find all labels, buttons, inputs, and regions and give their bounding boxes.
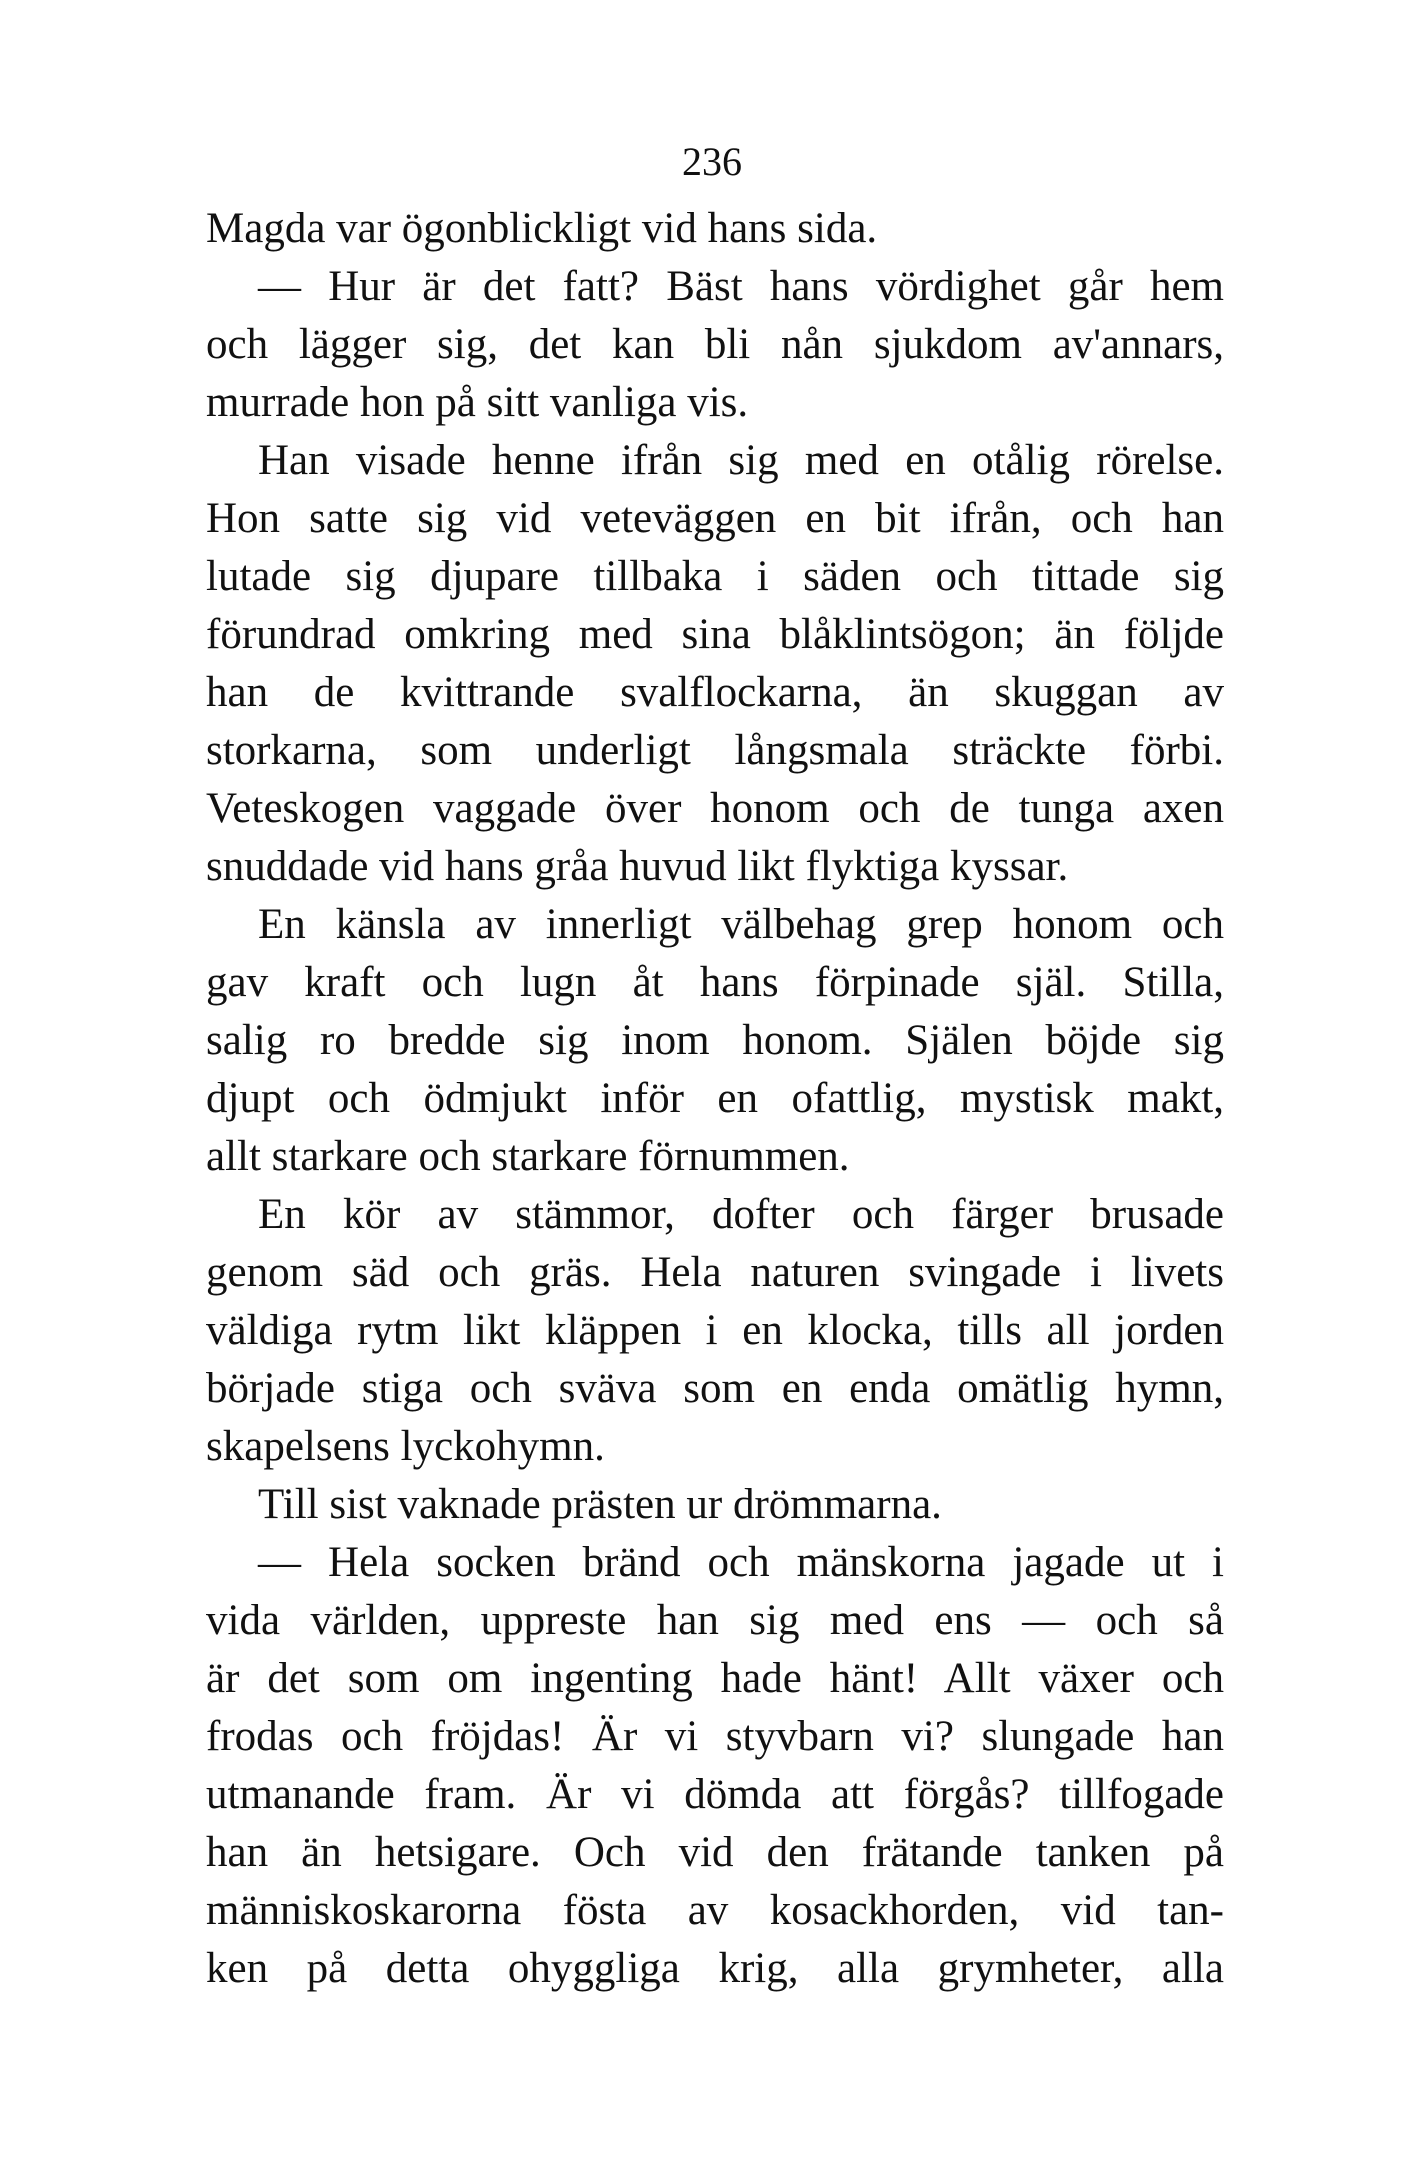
text-line: Till sist vaknade prästen ur drömmarna. [258, 1481, 942, 1528]
text-line: Magda var ögonblickligt vid hans sida. [206, 205, 878, 252]
text-line: vida världen, uppreste han sig med ens — och så [206, 1597, 1224, 1644]
text-line: — Hela socken bränd och mänskorna jagade ut i [258, 1539, 1224, 1586]
text-line: började stiga och sväva som en enda omätlig hymn, [206, 1365, 1224, 1412]
text-line: ken på detta ohyggliga krig, alla grymheter, alla [206, 1945, 1224, 1992]
text-line: genom säd och gräs. Hela naturen svingade i livets [206, 1249, 1224, 1296]
text-line: Hon satte sig vid veteväggen en bit ifrån, och han [206, 495, 1224, 542]
text-line: är det som om ingenting hade hänt! Allt växer och [206, 1655, 1224, 1702]
text-line: Han visade henne ifrån sig med en otålig rörelse. [258, 437, 1224, 484]
text-line: han än hetsigare. Och vid den frätande tanken på [206, 1829, 1224, 1876]
text-line: djupt och ödmjukt inför en ofattlig, mystisk makt, [206, 1075, 1224, 1122]
text-line: väldiga rytm likt kläppen i en klocka, tills all jorden [206, 1307, 1224, 1354]
text-line: människoskarorna fösta av kosackhorden, vid tan- [206, 1887, 1224, 1934]
text-line: Veteskogen vaggade över honom och de tunga axen [206, 785, 1224, 832]
text-line: lutade sig djupare tillbaka i säden och tittade sig [206, 553, 1224, 600]
text-line: skapelsens lyckohymn. [206, 1423, 605, 1470]
text-line: salig ro bredde sig inom honom. Själen böjde sig [206, 1017, 1224, 1064]
text-line: snuddade vid hans gråa huvud likt flyktiga kyssar. [206, 843, 1069, 890]
text-line: förundrad omkring med sina blåklintsögon; än följde [206, 611, 1224, 658]
text-line: och lägger sig, det kan bli nån sjukdom av'annars, [206, 321, 1224, 368]
body-text [206, 200, 1224, 1998]
text-line: En kör av stämmor, dofter och färger brusade [258, 1191, 1224, 1238]
page-number: 236 [682, 139, 742, 184]
text-line: En känsla av innerligt välbehag grep honom och [258, 901, 1224, 948]
text-line: storkarna, som underligt långsmala sträckte förbi. [206, 727, 1224, 774]
text-line: han de kvittrande svalflockarna, än skuggan av [206, 669, 1224, 716]
text-line: gav kraft och lugn åt hans förpinade själ. Stilla, [206, 959, 1224, 1006]
text-line: murrade hon på sitt vanliga vis. [206, 379, 749, 426]
text-line: allt starkare och starkare förnummen. [206, 1133, 850, 1180]
text-line: utmanande fram. Är vi dömda att förgås? tillfogade [206, 1771, 1224, 1818]
text-line: frodas och fröjdas! Är vi styvbarn vi? slungade han [206, 1713, 1224, 1760]
text-line: — Hur är det fatt? Bäst hans vördighet går hem [258, 263, 1224, 310]
